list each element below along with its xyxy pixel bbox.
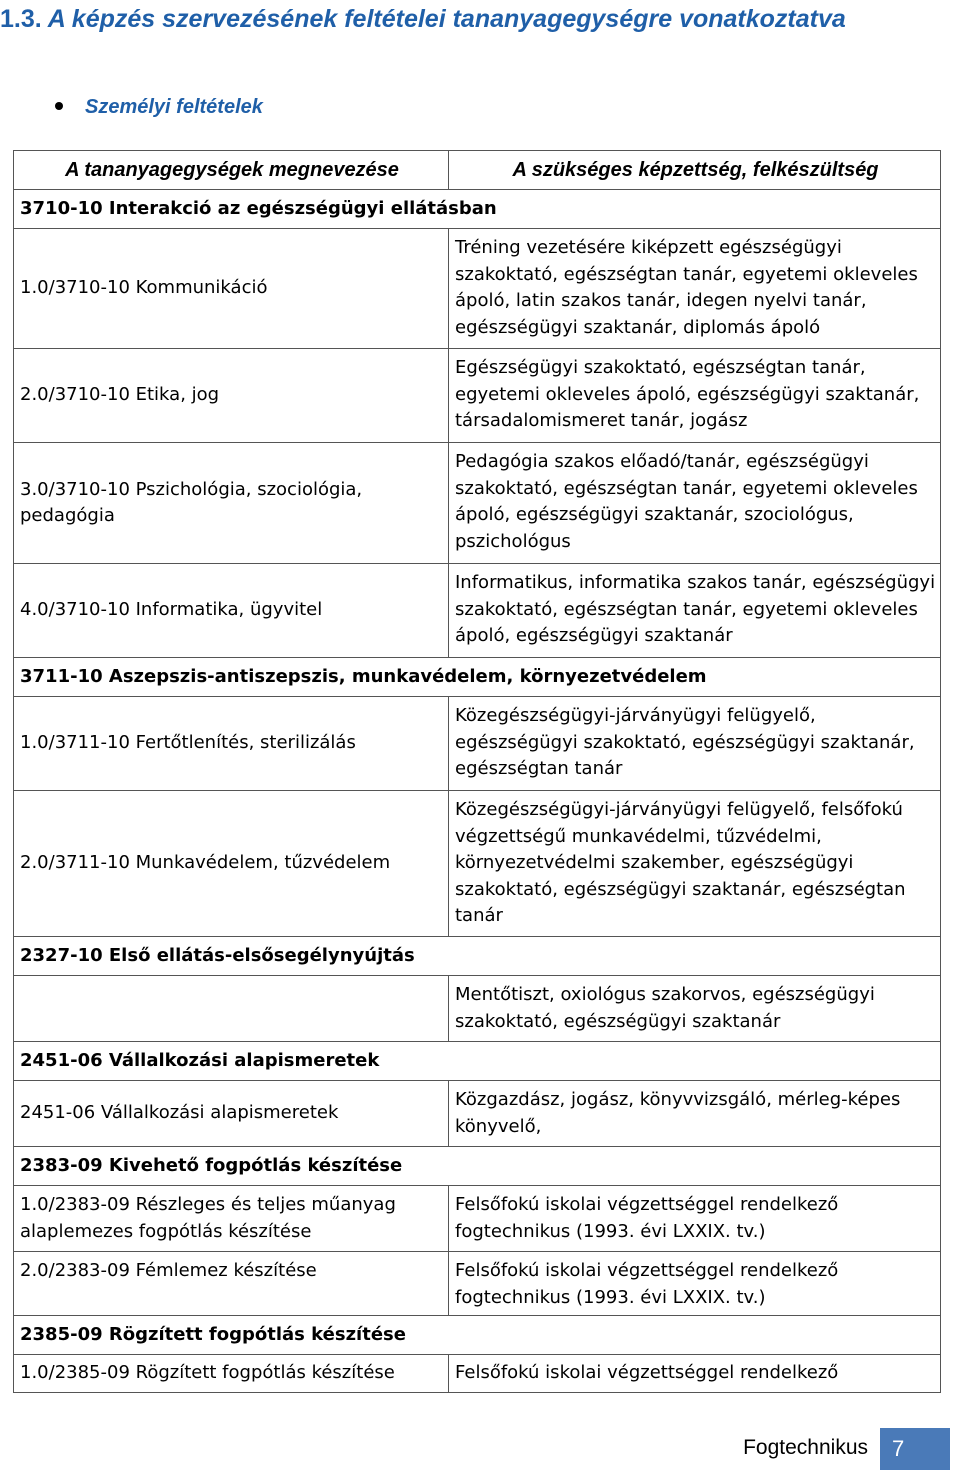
unit-name-cell: 1.0/3710-10 Kommunikáció bbox=[14, 229, 449, 349]
page-number: 7 bbox=[880, 1428, 950, 1470]
requirement-cell: Pedagógia szakos előadó/tanár, egészségügyi szakoktató, egészségtan tanár, egyetemi okleveles ápoló, egészségügyi szaktanár, szociológus, pszichológus bbox=[449, 443, 941, 564]
section-title: A képzés szervezésének feltételei tananyagegységre vonatkoztatva bbox=[47, 5, 846, 33]
footer-title: Fogtechnikus bbox=[743, 1436, 868, 1459]
section-title-cell: 2451-06 Vállalkozási alapismeretek bbox=[14, 1042, 941, 1081]
header-left: A tananyagegységek megnevezése bbox=[14, 151, 449, 190]
section-row bbox=[14, 937, 941, 976]
requirement-cell: Felsőfokú iskolai végzettséggel rendelkező fogtechnikus (1993. évi LXXIX. tv.) bbox=[449, 1186, 941, 1252]
header-right: A szükséges képzettség, felkészültség bbox=[449, 151, 941, 190]
table-row bbox=[14, 443, 941, 564]
table-row bbox=[14, 1355, 941, 1393]
requirement-cell: Informatikus, informatika szakos tanár, egészségügyi szakoktató, egészségtan tanár, egyetemi okleveles ápoló, egészségügyi szaktanár bbox=[449, 564, 941, 658]
page-footer bbox=[743, 1428, 950, 1470]
unit-name-cell: 1.0/3711-10 Fertőtlenítés, sterilizálás bbox=[14, 697, 449, 791]
requirement-cell: Közegészségügyi-járványügyi felügyelő, felsőfokú végzettségű munkavédelmi, tűzvédelmi, környezetvédelmi szakember, egészségügyi szakoktató, egészségügyi szaktanár, egészségtan tanár bbox=[449, 791, 941, 937]
table-header-row bbox=[14, 151, 941, 190]
section-title-cell: 2327-10 Első ellátás-elsősegélynyújtás bbox=[14, 937, 941, 976]
bullet-label: Személyi feltételek bbox=[85, 96, 263, 118]
bullet-dot-icon bbox=[55, 102, 63, 110]
section-title-cell: 2385-09 Rögzített fogpótlás készítése bbox=[14, 1316, 941, 1355]
unit-name-cell: 2.0/2383-09 Fémlemez készítése bbox=[14, 1252, 449, 1316]
table-row bbox=[14, 349, 941, 443]
requirement-cell: Mentőtiszt, oxiológus szakorvos, egészségügyi szakoktató, egészségügyi szaktanár bbox=[449, 976, 941, 1042]
requirement-cell: Egészségügyi szakoktató, egészségtan tanár, egyetemi okleveles ápoló, egészségügyi szaktanár, társadalomismeret tanár, jogász bbox=[449, 349, 941, 443]
unit-name-cell: 2451-06 Vállalkozási alapismeretek bbox=[14, 1081, 449, 1147]
section-row bbox=[14, 190, 941, 229]
requirements-table bbox=[13, 150, 941, 1393]
bullet-item bbox=[55, 94, 263, 120]
requirement-cell: Közgazdász, jogász, könyvvizsgáló, mérleg-képes könyvelő, bbox=[449, 1081, 941, 1147]
section-title-cell: 2383-09 Kivehető fogpótlás készítése bbox=[14, 1147, 941, 1186]
section-title-cell: 3710-10 Interakció az egészségügyi ellátásban bbox=[14, 190, 941, 229]
section-row bbox=[14, 1042, 941, 1081]
section-row bbox=[14, 658, 941, 697]
requirement-cell: Felsőfokú iskolai végzettséggel rendelkező fogtechnikus (1993. évi LXXIX. tv.) bbox=[449, 1252, 941, 1316]
unit-name-cell: 1.0/2383-09 Részleges és teljes műanyag alaplemezes fogpótlás készítése bbox=[14, 1186, 449, 1252]
unit-name-cell: 2.0/3710-10 Etika, jog bbox=[14, 349, 449, 443]
table-row bbox=[14, 791, 941, 937]
requirement-cell: Tréning vezetésére kiképzett egészségügyi szakoktató, egészségtan tanár, egyetemi okleveles ápoló, latin szakos tanár, idegen nyelvi tanár, egészségügyi szaktanár, diplomás ápoló bbox=[449, 229, 941, 349]
unit-name-cell: 1.0/2385-09 Rögzített fogpótlás készítése bbox=[14, 1355, 449, 1393]
unit-name-cell: 2.0/3711-10 Munkavédelem, tűzvédelem bbox=[14, 791, 449, 937]
section-row bbox=[14, 1316, 941, 1355]
section-title-cell: 3711-10 Aszepszis-antiszepszis, munkavédelem, környezetvédelem bbox=[14, 658, 941, 697]
table-row bbox=[14, 1081, 941, 1147]
table-row bbox=[14, 976, 941, 1042]
table-row bbox=[14, 229, 941, 349]
table-row bbox=[14, 564, 941, 658]
unit-name-cell: 3.0/3710-10 Pszichológia, szociológia, pedagógia bbox=[14, 443, 449, 564]
unit-name-cell bbox=[14, 976, 449, 1042]
requirement-cell: Közegészségügyi-járványügyi felügyelő, egészségügyi szakoktató, egészségügyi szaktanár, egészségtan tanár bbox=[449, 697, 941, 791]
table-row bbox=[14, 1252, 941, 1316]
section-heading bbox=[0, 4, 950, 34]
requirement-cell: Felsőfokú iskolai végzettséggel rendelkező bbox=[449, 1355, 941, 1393]
section-row bbox=[14, 1147, 941, 1186]
table-row bbox=[14, 697, 941, 791]
section-number: 1.3. bbox=[0, 5, 42, 33]
unit-name-cell: 4.0/3710-10 Informatika, ügyvitel bbox=[14, 564, 449, 658]
table-row bbox=[14, 1186, 941, 1252]
